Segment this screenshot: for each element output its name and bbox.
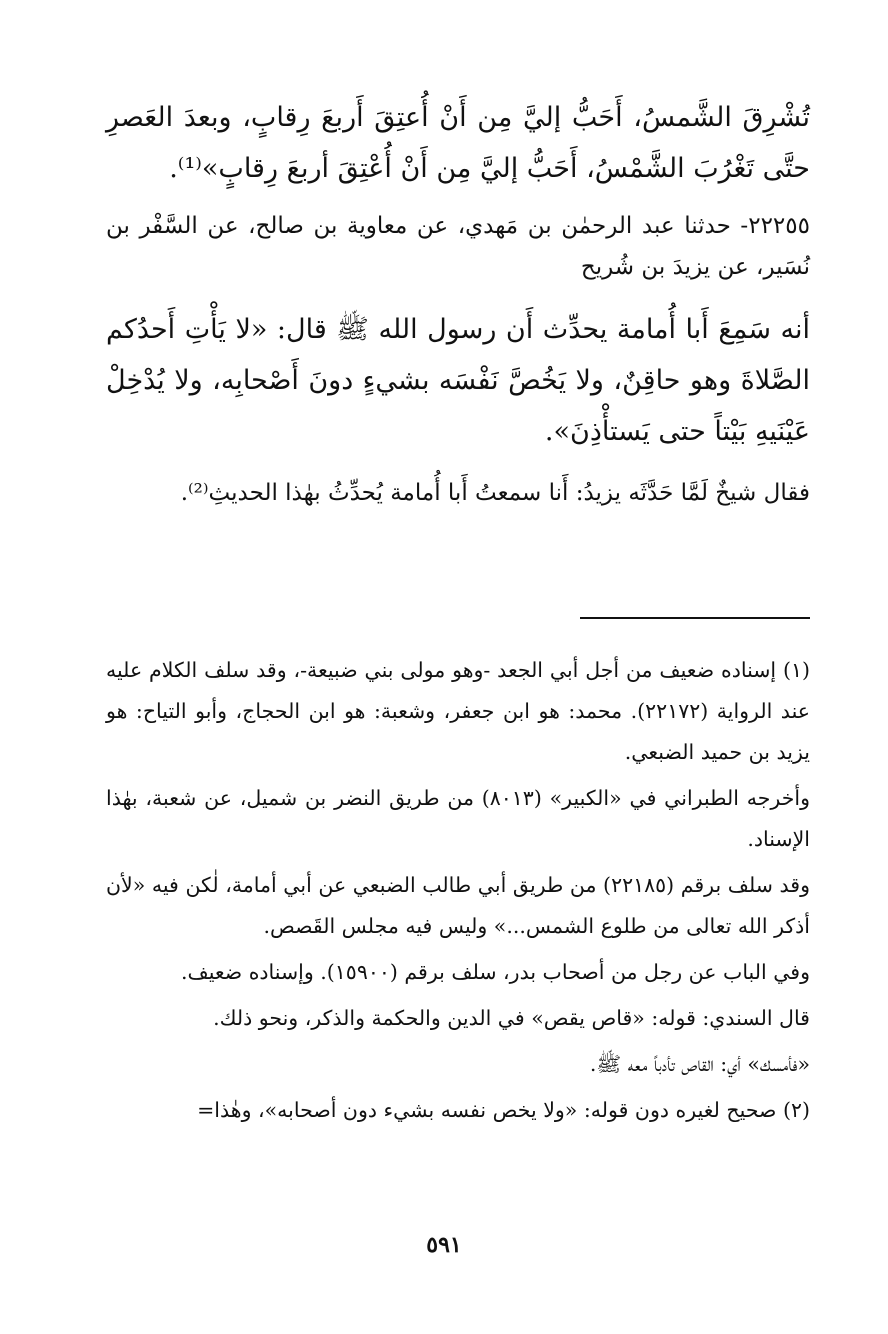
footnote-separator [580, 617, 810, 619]
narrator-remark-paragraph: فقال شيخٌ لَمَّا حَدَّثَه يزيدُ: أَنا سمعتُ أَبا أُمامة يُحدِّثُ بهٰذا الحديثِ⁽²⁾. [180, 480, 810, 506]
hadith-matn-paragraph: أنه سَمِعَ أَبا أُمامة يحدِّث أَن رسول الله ﷺ قال: «لا يَأْتِ أَحدُكم الصَّلاةَ وهو حاقِنٌ، ولا يَخُصَّ نَفْسَه بشيءٍ دونَ أَصْحابِه، ولا يُدْخِلْ عَيْنَيهِ بَيْتاً حتى يَستأْذِنَ». [106, 314, 810, 447]
main-text [106, 92, 810, 514]
footnote-1-earlier-narration: وقد سلف برقم (٢٢١٨٥) من طريق أبي طالب الضبعي عن أبي أمامة، لٰكن فيه «لأن أذكر الله تعالى من طلوع الشمس...» وليس فيه مجلس القَصص. [106, 873, 810, 938]
footnote-1-chapter-note: وفي الباب عن رجل من أصحاب بدر، سلف برقم (١٥٩٠٠). وإسناده ضعيف. [180, 960, 810, 984]
footnotes [106, 650, 810, 1131]
footnote-1-takhrij: وأخرجه الطبراني في «الكبير» (٨٠١٣) من طريق النضر بن شميل، عن شعبة، بهٰذا الإسناد. [106, 786, 810, 851]
footnote-2: (٢) صحيح لغيره دون قوله: «ولا يخص نفسه بشيء دون أصحابه»، وهٰذا= [197, 1098, 810, 1122]
page-number: ٥٩١ [426, 1232, 462, 1258]
hadith-ending-paragraph: تُشْرِقَ الشَّمسُ، أَحَبُّ إليَّ مِن أَنْ أُعتِقَ أَربعَ رِقابٍ، وبعدَ العَصرِ حتَّى تَغْرُبَ الشَّمْسُ، أَحَبُّ إليَّ مِن أَنْ أُعْتِقَ أربعَ رِقابٍ»⁽¹⁾. [106, 102, 810, 184]
footnote-1-gloss: «فأمسك» أي: القاص تأدباً معه ﷺ. [589, 1052, 810, 1076]
isnad-paragraph: ٢٢٢٥٥- حدثنا عبد الرحمٰن بن مَهدي، عن معاوية بن صالح، عن السَّفْر بن نُسَير، عن يزيدَ بن شُريح [106, 213, 810, 280]
footnote-1-isnad: (١) إسناده ضعيف من أجل أبي الجعد -وهو مولى بني ضبيعة-، وقد سلف الكلام عليه عند الرواية (٢٢١٧٢). محمد: هو ابن جعفر، وشعبة: هو ابن الحجاج، وأبو التياح: هو يزيد بن حميد الضبعي. [106, 658, 810, 764]
footnote-1-sindi-comment: قال السندي: قوله: «قاص يقص» في الدين والحكمة والذكر، ونحو ذلك. [213, 1006, 810, 1030]
